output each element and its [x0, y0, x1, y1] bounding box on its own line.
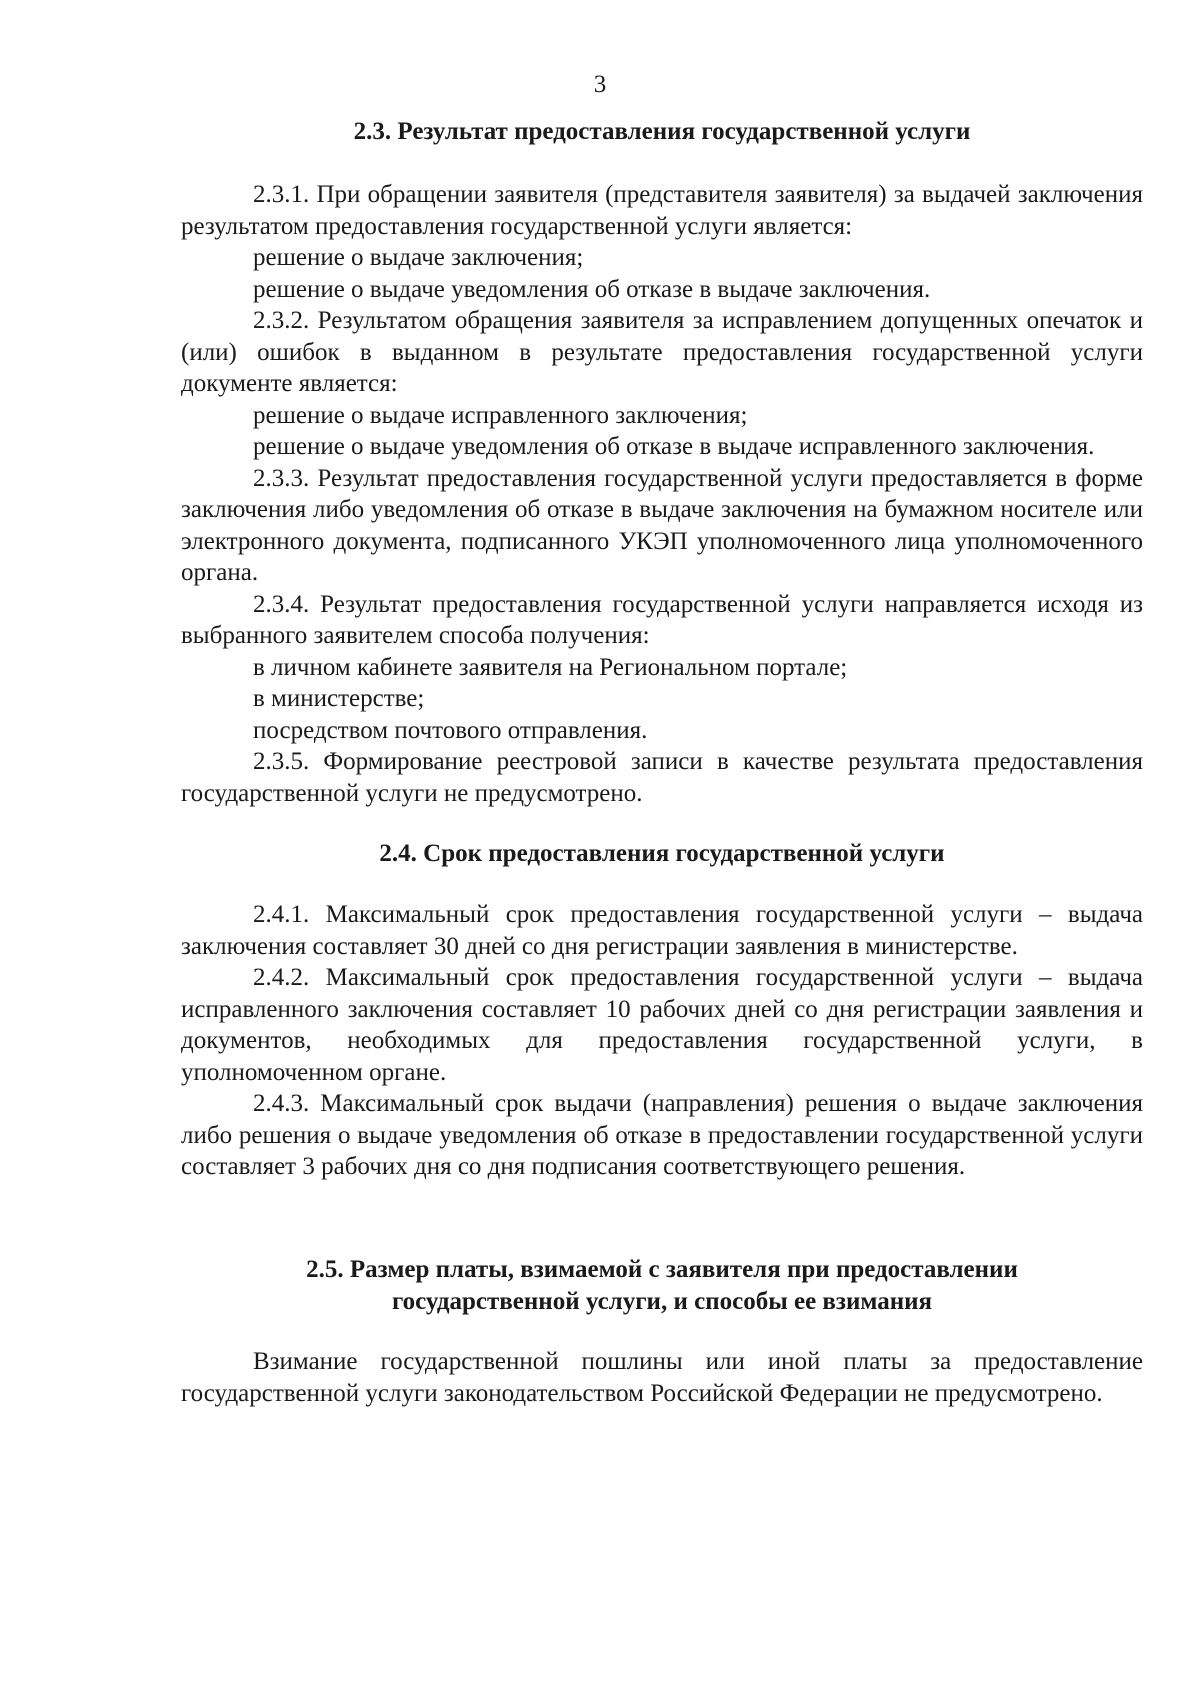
section-2-5: [181, 1254, 1143, 1317]
section-heading-2-5-line1: 2.5. Размер платы, взимаемой с заявителя при предоставлении: [306, 1256, 1018, 1283]
section-2-3-body: [181, 179, 1143, 809]
page-number: 3: [593, 71, 607, 98]
list-item-wrapped: решение о выдаче уведомления об отказе в выдаче исправленного заключения.: [253, 433, 1095, 460]
paragraph-2-3-1: 2.3.1. При обращении заявителя (представителя заявителя) за выдачей заключения результатом предоставления государственной услуги является:: [181, 181, 1143, 240]
list-item: в личном кабинете заявителя на Региональном портале;: [253, 653, 848, 681]
list-item: в министерстве;: [253, 685, 425, 712]
section-heading-2-4: 2.4. Срок предоставления государственной услуги: [379, 840, 945, 867]
list-item: решение о выдаче заключения;: [253, 244, 584, 271]
paragraph-2-5: Взимание государственной пошлины или иной платы за предоставление государственной услуги законодательством Российской Федерации не предусмотрено.: [181, 1348, 1143, 1407]
list-item: посредством почтового отправления.: [253, 716, 648, 744]
section-2-3: [181, 116, 1143, 148]
paragraph-2-3-4: 2.3.4. Результат предоставления государственной услуги направляется исходя из выбранного заявителем способа получения:: [181, 590, 1143, 649]
paragraph-2-4-1: 2.4.1. Максимальный срок предоставления государственной услуги – выдача заключения составляет 30 дней со дня регистрации заявления в министерстве.: [181, 901, 1143, 960]
paragraph-2-3-5: 2.3.5. Формирование реестровой записи в качестве результата предоставления государственной услуги не предусмотрено.: [181, 748, 1143, 807]
list-item: решение о выдаче исправленного заключения;: [253, 401, 748, 429]
section-heading-2-3: 2.3. Результат предоставления государственной услуги: [353, 118, 971, 145]
paragraph-2-4-3: 2.4.3. Максимальный срок выдачи (направления) решения о выдаче заключения либо решения о выдаче уведомления об отказе в предоставлении государственной услуги составляет 3 рабочих дня со дня подписания соответствующего решения.: [181, 1090, 1143, 1180]
section-2-4: [181, 838, 1143, 870]
section-2-4-body: [181, 899, 1143, 1183]
section-2-5-body: [181, 1346, 1143, 1409]
section-heading-2-5-line2: государственной услуги, и способы ее взимания: [391, 1287, 933, 1315]
paragraph-2-3-2: 2.3.2. Результатом обращения заявителя за исправлением допущенных опечаток и (или) ошибок в выданном в результате предоставления государственной услуги документе является:: [181, 307, 1143, 397]
paragraph-2-3-3: 2.3.3. Результат предоставления государственной услуги предоставляется в форме заключения либо уведомления об отказе в выдаче заключения на бумажном носителе или электронного документа, подписанного УКЭП уполномоченного лица уполномоченного органа.: [181, 464, 1143, 586]
paragraph-2-4-2: 2.4.2. Максимальный срок предоставления государственной услуги – выдача исправленного заключения составляет 10 рабочих дней со дня регистрации заявления и документов, необходимых для предоставления государственной услуги, в уполномоченном органе.: [181, 964, 1143, 1086]
list-item: решение о выдаче уведомления об отказе в выдаче заключения.: [253, 275, 931, 303]
